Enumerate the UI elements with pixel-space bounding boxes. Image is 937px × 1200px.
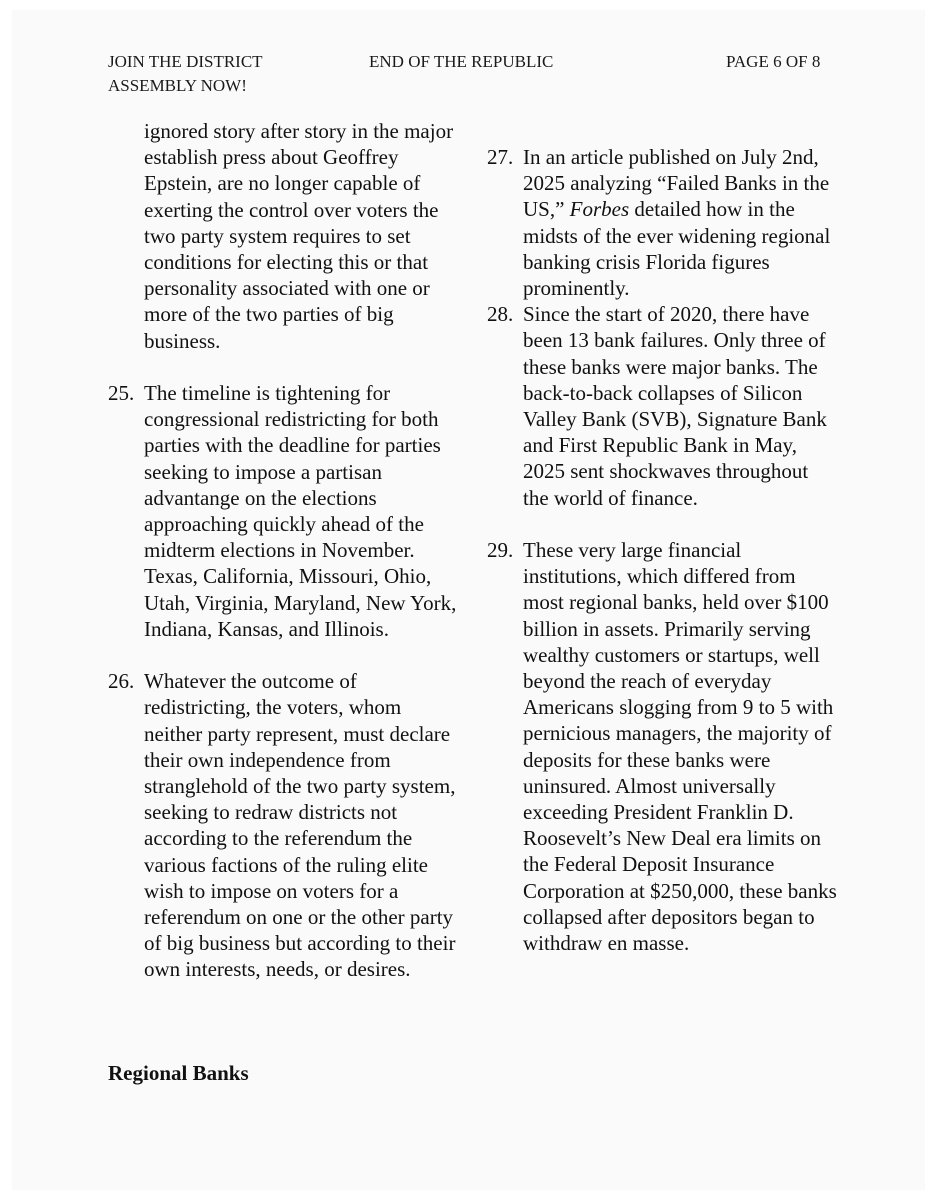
header-left: JOIN THE DISTRICT ASSEMBLY NOW! [108, 52, 263, 95]
item-text-before: In an article published on July 2nd, 2025 analyzing “Failed Banks in the US,” [523, 145, 830, 222]
continued-paragraph: ignored story after story in the major establish press about Geoffrey Epstein, are no longer capable of exerting the control over voters the two party system requires to set conditions for electing this or that personality associated with one or more of the two parties of big business. [144, 119, 454, 353]
list-item-28 [487, 301, 837, 511]
item-text-after: detailed how in the midsts of the ever widening regional banking crisis Florida figures prominently. [523, 197, 831, 301]
list-item-29 [487, 537, 837, 956]
item-text: These very large financial institutions, which differed from most regional banks, held over $100 billion in assets. Primarily serving wealthy customers or startups, well beyond the reach of everyday Americans slogging from 9 to 5 with pernicious managers, the majority of deposits for these banks were uninsured. Almost universally exceeding President Franklin D. Roosevelt’s New Deal era limits on the Federal Deposit Insurance Corporation at $250,000, these banks collapsed after depositors began to withdraw en masse. [523, 538, 837, 956]
page-number: PAGE 6 OF 8 [726, 52, 821, 71]
header-title: END OF THE REPUBLIC [369, 52, 554, 71]
item-number: 29. [487, 538, 514, 563]
item-number: 27. [487, 145, 514, 169]
item-number: 25. [108, 381, 135, 406]
left-column [108, 118, 458, 983]
list-item-25 [108, 380, 458, 642]
list-item-27 [487, 144, 837, 301]
item-number: 28. [487, 302, 514, 327]
item-text: Whatever the outcome of redistricting, the voters, whom neither party represent, must declare their own independence from stranglehold of the two party system, seeking to redraw districts not according to the referendum the various factions of the ruling elite wish to impose on voters for a referendum on one or the other party of big business but according to their own interests, needs, or desires. [144, 669, 456, 982]
section-heading: Regional Banks [108, 1061, 249, 1085]
item-text: Since the start of 2020, there have been 13 bank failures. Only three of these banks were major banks. The back-to-back collapses of Silicon Valley Bank (SVB), Signature Bank and First Republic Bank in May, 2025 sent shockwaves throughout the world of finance. [523, 302, 827, 510]
list-item-26 [108, 668, 458, 982]
item-text [523, 144, 837, 301]
item-text: The timeline is tightening for congressional redistricting for both parties with the deadline for parties seeking to impose a partisan advantange on the elections approaching quickly ahead of the midterm elections in November. Texas, California, Missouri, Ohio, Utah, Virginia, Maryland, New York, Indiana, Kansas, and Illinois. [144, 381, 457, 641]
publication-name: Forbes [569, 197, 630, 222]
right-column [487, 144, 837, 956]
item-number: 26. [108, 669, 135, 694]
